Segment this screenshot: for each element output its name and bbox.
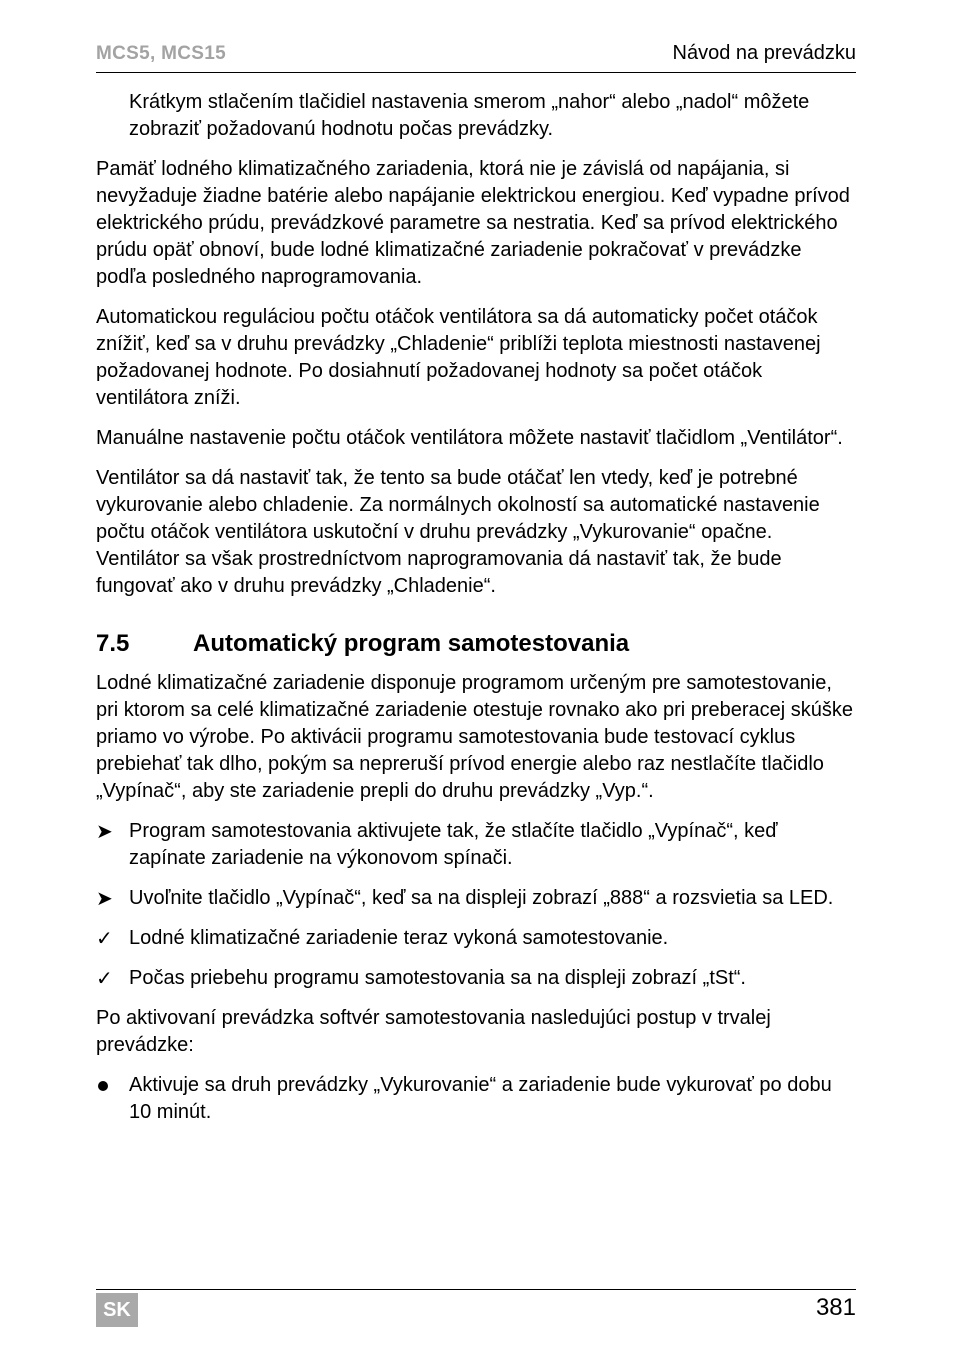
model-name: MCS5, MCS15 bbox=[96, 43, 227, 64]
indented-paragraph: Krátkym stlačením tlačidiel nastavenia smerom „nahor“ alebo „nadol“ môžete zobraziť požadovanú hodnotu počas prevádzky. bbox=[129, 91, 810, 140]
paragraph-fan-program: Ventilátor sa dá nastaviť tak, že tento sa bude otáčať len vtedy, keď je potrebné vykurovanie alebo chladenie. Za normálnych okolností sa automatické nastavenie počtu otáčok ventilátora uskutoční v druhu prevádzky „Vykurovanie“ opačne. Ventilátor sa však prostredníctvom naprogramovania dá nastaviť tak, že bude fungovať ako v druhu prevádzky „Chladenie“. bbox=[96, 467, 820, 597]
page-number: 381 bbox=[815, 1294, 856, 1321]
page-footer bbox=[96, 1289, 856, 1329]
footer-divider bbox=[96, 1289, 856, 1290]
page-body bbox=[96, 89, 856, 1139]
result-text: Počas priebehu programu samotestovania sa na displeji zobrazí „tSt“. bbox=[129, 967, 746, 989]
step-item bbox=[96, 885, 856, 912]
step-text: Program samotestovania aktivujete tak, že stlačíte tlačidlo „Vypínač“, keď zapínate zariadenie na výkonovom spínači. bbox=[129, 820, 778, 869]
language-badge: SK bbox=[96, 1293, 138, 1327]
step-text: Uvoľnite tlačidlo „Vypínač“, keď sa na displeji zobrazí „888“ a rozsvietia sa LED. bbox=[129, 887, 834, 909]
checkmark-icon: ✓ bbox=[96, 926, 113, 950]
paragraph-auto-fan: Automatickou reguláciou počtu otáčok ventilátora sa dá automaticky počet otáčok znížiť, keď sa v druhu prevádzky „Chladenie“ priblíži teplota miestnosti nastavenej požadovanej hodnote. Po dosiahnutí požadovanej hodnoty sa počet otáčok ventilátora zníži. bbox=[96, 306, 821, 409]
result-item bbox=[96, 965, 856, 992]
section-heading bbox=[96, 629, 856, 659]
arrow-icon: ➤ bbox=[96, 886, 113, 910]
checkmark-icon: ✓ bbox=[96, 966, 113, 990]
section-title: Automatický program samotestovania bbox=[193, 630, 630, 657]
bullet-item bbox=[96, 1072, 856, 1126]
result-text: Lodné klimatizačné zariadenie teraz vykoná samotestovanie. bbox=[129, 927, 669, 949]
section-number: 7.5 bbox=[96, 630, 130, 657]
bullet-icon bbox=[98, 1081, 108, 1091]
bullet-text: Aktivuje sa druh prevádzky „Vykurovanie“ a zariadenie bude vykurovať po dobu 10 minút. bbox=[129, 1074, 832, 1123]
paragraph-after: Po aktivovaní prevádzka softvér samotestovania nasledujúci postup v trvalej prevádzke: bbox=[96, 1007, 771, 1056]
step-item bbox=[96, 818, 856, 872]
section-intro: Lodné klimatizačné zariadenie disponuje programom určeným pre samotestovanie, pri ktorom sa celé klimatizačné zariadenie otestuje rovnako ako pri preberacej skúške priamo vo výrobe. Po aktivácii programu samotestovania bude testovací cyklus prebiehať tak dlho, pokým sa nepreruší prívod energie alebo raz nestlačíte tlačidlo „Vypínač“, aby ste zariadenie prepli do druhu prevádzky „Vyp.“. bbox=[96, 672, 854, 802]
result-item bbox=[96, 925, 856, 952]
arrow-icon: ➤ bbox=[96, 819, 113, 843]
page-header bbox=[96, 41, 856, 73]
header-divider bbox=[96, 72, 856, 73]
paragraph-memory: Pamäť lodného klimatizačného zariadenia, ktorá nie je závislá od napájania, si nevyžaduje žiadne batérie alebo napájanie elektrickou energiou. Keď vypadne prívod elektrického prúdu, prevádzkové parametre sa nestratia. Keď sa prívod elektrického prúdu opäť obnoví, bude lodné klimatizačné zariadenie pokračovať v prevádzke podľa posledného naprogramovania. bbox=[96, 158, 850, 288]
document-title: Návod na prevádzku bbox=[672, 42, 856, 64]
paragraph-manual-fan: Manuálne nastavenie počtu otáčok ventilátora môžete nastaviť tlačidlom „Ventilátor“. bbox=[96, 427, 843, 449]
